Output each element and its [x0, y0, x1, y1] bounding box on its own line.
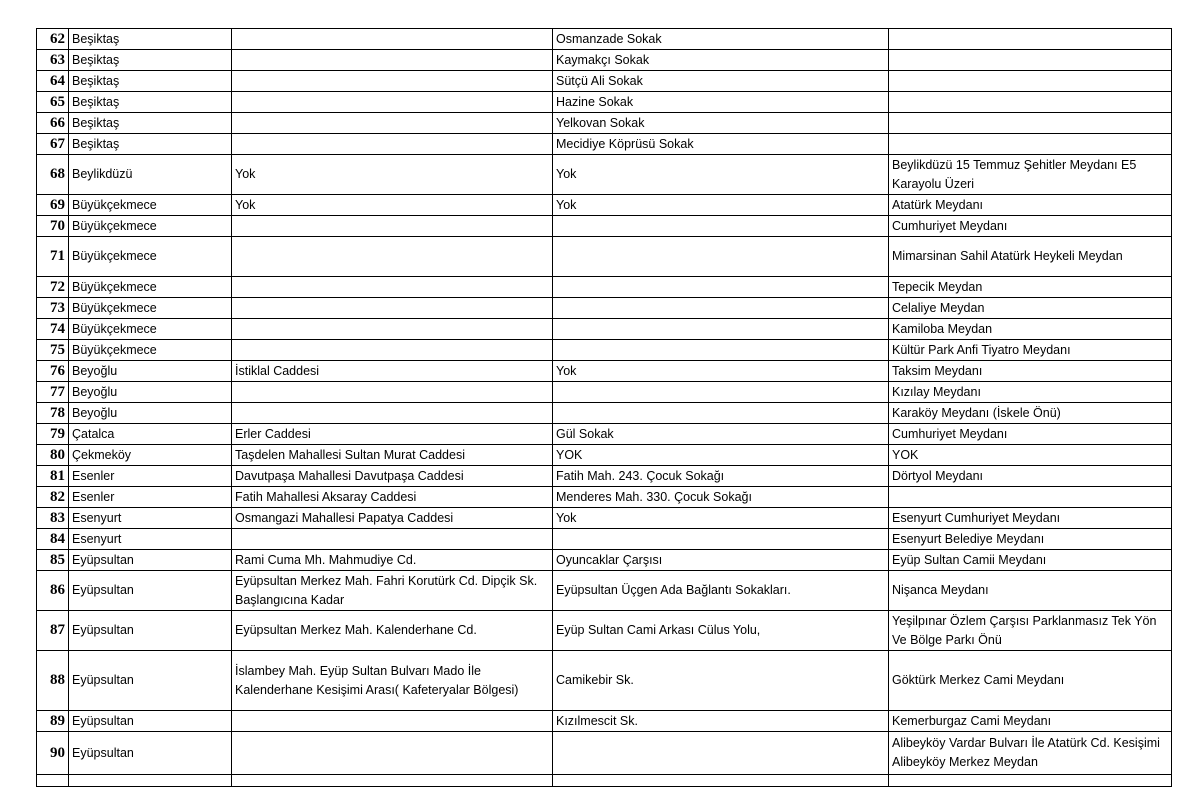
table-row: [37, 50, 1172, 71]
square-cell: Göktürk Merkez Cami Meydanı: [889, 651, 1172, 711]
square-cell: Nişanca Meydanı: [889, 571, 1172, 611]
table-row: [37, 298, 1172, 319]
square-cell: YOK: [889, 445, 1172, 466]
district-cell: Beşiktaş: [69, 92, 232, 113]
alley-cell: Yok: [553, 195, 889, 216]
table-row: [37, 651, 1172, 711]
district-cell: Beşiktaş: [69, 29, 232, 50]
district-cell: Büyükçekmece: [69, 216, 232, 237]
street-cell: Taşdelen Mahallesi Sultan Murat Caddesi: [232, 445, 553, 466]
empty-cell: [69, 775, 232, 787]
square-cell: [889, 134, 1172, 155]
district-cell: Beyoğlu: [69, 382, 232, 403]
table-row: [37, 155, 1172, 195]
alley-cell: [553, 298, 889, 319]
row-number: 78: [37, 403, 69, 424]
alley-cell: Osmanzade Sokak: [553, 29, 889, 50]
row-number: 88: [37, 651, 69, 711]
district-cell: Eyüpsultan: [69, 732, 232, 775]
alley-cell: Menderes Mah. 330. Çocuk Sokağı: [553, 487, 889, 508]
table-row: [37, 571, 1172, 611]
street-cell: [232, 71, 553, 92]
square-cell: [889, 113, 1172, 134]
street-cell: [232, 340, 553, 361]
district-cell: Büyükçekmece: [69, 340, 232, 361]
row-number: 77: [37, 382, 69, 403]
row-number: 69: [37, 195, 69, 216]
alley-cell: [553, 319, 889, 340]
row-number: 83: [37, 508, 69, 529]
table-row: [37, 445, 1172, 466]
street-cell: [232, 382, 553, 403]
row-number: 72: [37, 277, 69, 298]
square-cell: Kemerburgaz Cami Meydanı: [889, 711, 1172, 732]
alley-cell: Camikebir Sk.: [553, 651, 889, 711]
square-cell: Cumhuriyet Meydanı: [889, 216, 1172, 237]
district-cell: Büyükçekmece: [69, 277, 232, 298]
table-row: [37, 487, 1172, 508]
table-row: [37, 382, 1172, 403]
square-cell: Karaköy Meydanı (İskele Önü): [889, 403, 1172, 424]
street-cell: İslambey Mah. Eyüp Sultan Bulvarı Mado İle Kalenderhane Kesişimi Arası( Kafeteryalar Bölgesi): [232, 651, 553, 711]
district-cell: Büyükçekmece: [69, 237, 232, 277]
alley-cell: [553, 216, 889, 237]
row-number: 66: [37, 113, 69, 134]
street-cell: Eyüpsultan Merkez Mah. Kalenderhane Cd.: [232, 611, 553, 651]
table-row: [37, 711, 1172, 732]
alley-cell: [553, 382, 889, 403]
street-cell: [232, 50, 553, 71]
street-cell: [232, 237, 553, 277]
row-number: 84: [37, 529, 69, 550]
square-cell: Taksim Meydanı: [889, 361, 1172, 382]
district-cell: Esenler: [69, 466, 232, 487]
street-cell: [232, 711, 553, 732]
alley-cell: [553, 732, 889, 775]
street-cell: Davutpaşa Mahallesi Davutpaşa Caddesi: [232, 466, 553, 487]
alley-cell: Oyuncaklar Çarşısı: [553, 550, 889, 571]
row-number: 63: [37, 50, 69, 71]
district-cell: Büyükçekmece: [69, 319, 232, 340]
row-number: 89: [37, 711, 69, 732]
alley-cell: [553, 529, 889, 550]
district-cell: Esenyurt: [69, 529, 232, 550]
square-cell: Mimarsinan Sahil Atatürk Heykeli Meydan: [889, 237, 1172, 277]
square-cell: Eyüp Sultan Camii Meydanı: [889, 550, 1172, 571]
table-row: [37, 216, 1172, 237]
alley-cell: YOK: [553, 445, 889, 466]
row-number: 76: [37, 361, 69, 382]
square-cell: Yeşilpınar Özlem Çarşısı Parklanmasız Tek Yön Ve Bölge Parkı Önü: [889, 611, 1172, 651]
table-row: [37, 403, 1172, 424]
places-table: [36, 28, 1172, 787]
alley-cell: Sütçü Ali Sokak: [553, 71, 889, 92]
table-row: [37, 319, 1172, 340]
square-cell: Celaliye Meydan: [889, 298, 1172, 319]
row-number: 65: [37, 92, 69, 113]
table-row: [37, 277, 1172, 298]
street-cell: Eyüpsultan Merkez Mah. Fahri Korutürk Cd. Dipçik Sk. Başlangıcına Kadar: [232, 571, 553, 611]
row-number: 90: [37, 732, 69, 775]
square-cell: [889, 92, 1172, 113]
table-row: [37, 113, 1172, 134]
district-cell: Eyüpsultan: [69, 711, 232, 732]
alley-cell: Yok: [553, 155, 889, 195]
square-cell: Kızılay Meydanı: [889, 382, 1172, 403]
alley-cell: [553, 340, 889, 361]
street-cell: [232, 92, 553, 113]
alley-cell: Hazine Sokak: [553, 92, 889, 113]
district-cell: Çatalca: [69, 424, 232, 445]
row-number: 64: [37, 71, 69, 92]
district-cell: Eyüpsultan: [69, 550, 232, 571]
square-cell: Kültür Park Anfi Tiyatro Meydanı: [889, 340, 1172, 361]
street-cell: [232, 298, 553, 319]
district-cell: Çekmeköy: [69, 445, 232, 466]
table-row: [37, 361, 1172, 382]
row-number: 62: [37, 29, 69, 50]
street-cell: [232, 134, 553, 155]
street-cell: Rami Cuma Mh. Mahmudiye Cd.: [232, 550, 553, 571]
row-number: 75: [37, 340, 69, 361]
district-cell: Beyoğlu: [69, 403, 232, 424]
street-cell: [232, 403, 553, 424]
street-cell: Yok: [232, 155, 553, 195]
square-cell: [889, 29, 1172, 50]
street-cell: [232, 529, 553, 550]
row-number: 79: [37, 424, 69, 445]
empty-cell: [37, 775, 69, 787]
square-cell: Esenyurt Cumhuriyet Meydanı: [889, 508, 1172, 529]
square-cell: Cumhuriyet Meydanı: [889, 424, 1172, 445]
empty-cell: [232, 775, 553, 787]
alley-cell: Kızılmescit Sk.: [553, 711, 889, 732]
street-cell: [232, 277, 553, 298]
table-row: [37, 29, 1172, 50]
square-cell: Beylikdüzü 15 Temmuz Şehitler Meydanı E5 Karayolu Üzeri: [889, 155, 1172, 195]
alley-cell: [553, 277, 889, 298]
square-cell: Atatürk Meydanı: [889, 195, 1172, 216]
square-cell: Tepecik Meydan: [889, 277, 1172, 298]
district-cell: Eyüpsultan: [69, 611, 232, 651]
alley-cell: Yelkovan Sokak: [553, 113, 889, 134]
district-cell: Eyüpsultan: [69, 651, 232, 711]
empty-cell: [553, 775, 889, 787]
table-row: [37, 424, 1172, 445]
table-row: [37, 134, 1172, 155]
street-cell: [232, 216, 553, 237]
table-row-partial: [37, 775, 1172, 787]
district-cell: Beşiktaş: [69, 71, 232, 92]
table-row: [37, 732, 1172, 775]
table-row: [37, 71, 1172, 92]
district-cell: Beşiktaş: [69, 134, 232, 155]
street-cell: [232, 29, 553, 50]
row-number: 86: [37, 571, 69, 611]
district-cell: Büyükçekmece: [69, 195, 232, 216]
street-cell: Osmangazi Mahallesi Papatya Caddesi: [232, 508, 553, 529]
table-row: [37, 237, 1172, 277]
district-cell: Esenler: [69, 487, 232, 508]
row-number: 87: [37, 611, 69, 651]
district-cell: Büyükçekmece: [69, 298, 232, 319]
street-cell: [232, 113, 553, 134]
row-number: 80: [37, 445, 69, 466]
table-row: [37, 466, 1172, 487]
table-row: [37, 611, 1172, 651]
street-cell: [232, 319, 553, 340]
alley-cell: Mecidiye Köprüsü Sokak: [553, 134, 889, 155]
street-cell: [232, 732, 553, 775]
alley-cell: Eyüp Sultan Cami Arkası Cülus Yolu,: [553, 611, 889, 651]
alley-cell: Fatih Mah. 243. Çocuk Sokağı: [553, 466, 889, 487]
district-cell: Beyoğlu: [69, 361, 232, 382]
district-cell: Esenyurt: [69, 508, 232, 529]
row-number: 74: [37, 319, 69, 340]
street-cell: Yok: [232, 195, 553, 216]
row-number: 73: [37, 298, 69, 319]
table-row: [37, 340, 1172, 361]
square-cell: [889, 71, 1172, 92]
alley-cell: Yok: [553, 361, 889, 382]
square-cell: [889, 50, 1172, 71]
row-number: 82: [37, 487, 69, 508]
places-table-body: [37, 29, 1172, 787]
alley-cell: Gül Sokak: [553, 424, 889, 445]
street-cell: Erler Caddesi: [232, 424, 553, 445]
square-cell: Dörtyol Meydanı: [889, 466, 1172, 487]
alley-cell: [553, 237, 889, 277]
row-number: 85: [37, 550, 69, 571]
district-cell: Eyüpsultan: [69, 571, 232, 611]
table-row: [37, 550, 1172, 571]
table-row: [37, 195, 1172, 216]
alley-cell: Yok: [553, 508, 889, 529]
square-cell: Esenyurt Belediye Meydanı: [889, 529, 1172, 550]
row-number: 81: [37, 466, 69, 487]
alley-cell: [553, 403, 889, 424]
table-row: [37, 529, 1172, 550]
row-number: 68: [37, 155, 69, 195]
street-cell: Fatih Mahallesi Aksaray Caddesi: [232, 487, 553, 508]
district-cell: Beylikdüzü: [69, 155, 232, 195]
district-cell: Beşiktaş: [69, 50, 232, 71]
table-row: [37, 508, 1172, 529]
table-row: [37, 92, 1172, 113]
district-cell: Beşiktaş: [69, 113, 232, 134]
square-cell: Kamiloba Meydan: [889, 319, 1172, 340]
row-number: 67: [37, 134, 69, 155]
alley-cell: Eyüpsultan Üçgen Ada Bağlantı Sokakları.: [553, 571, 889, 611]
square-cell: Alibeyköy Vardar Bulvarı İle Atatürk Cd. Kesişimi Alibeyköy Merkez Meydan: [889, 732, 1172, 775]
row-number: 71: [37, 237, 69, 277]
street-cell: İstiklal Caddesi: [232, 361, 553, 382]
row-number: 70: [37, 216, 69, 237]
empty-cell: [889, 775, 1172, 787]
square-cell: [889, 487, 1172, 508]
alley-cell: Kaymakçı Sokak: [553, 50, 889, 71]
